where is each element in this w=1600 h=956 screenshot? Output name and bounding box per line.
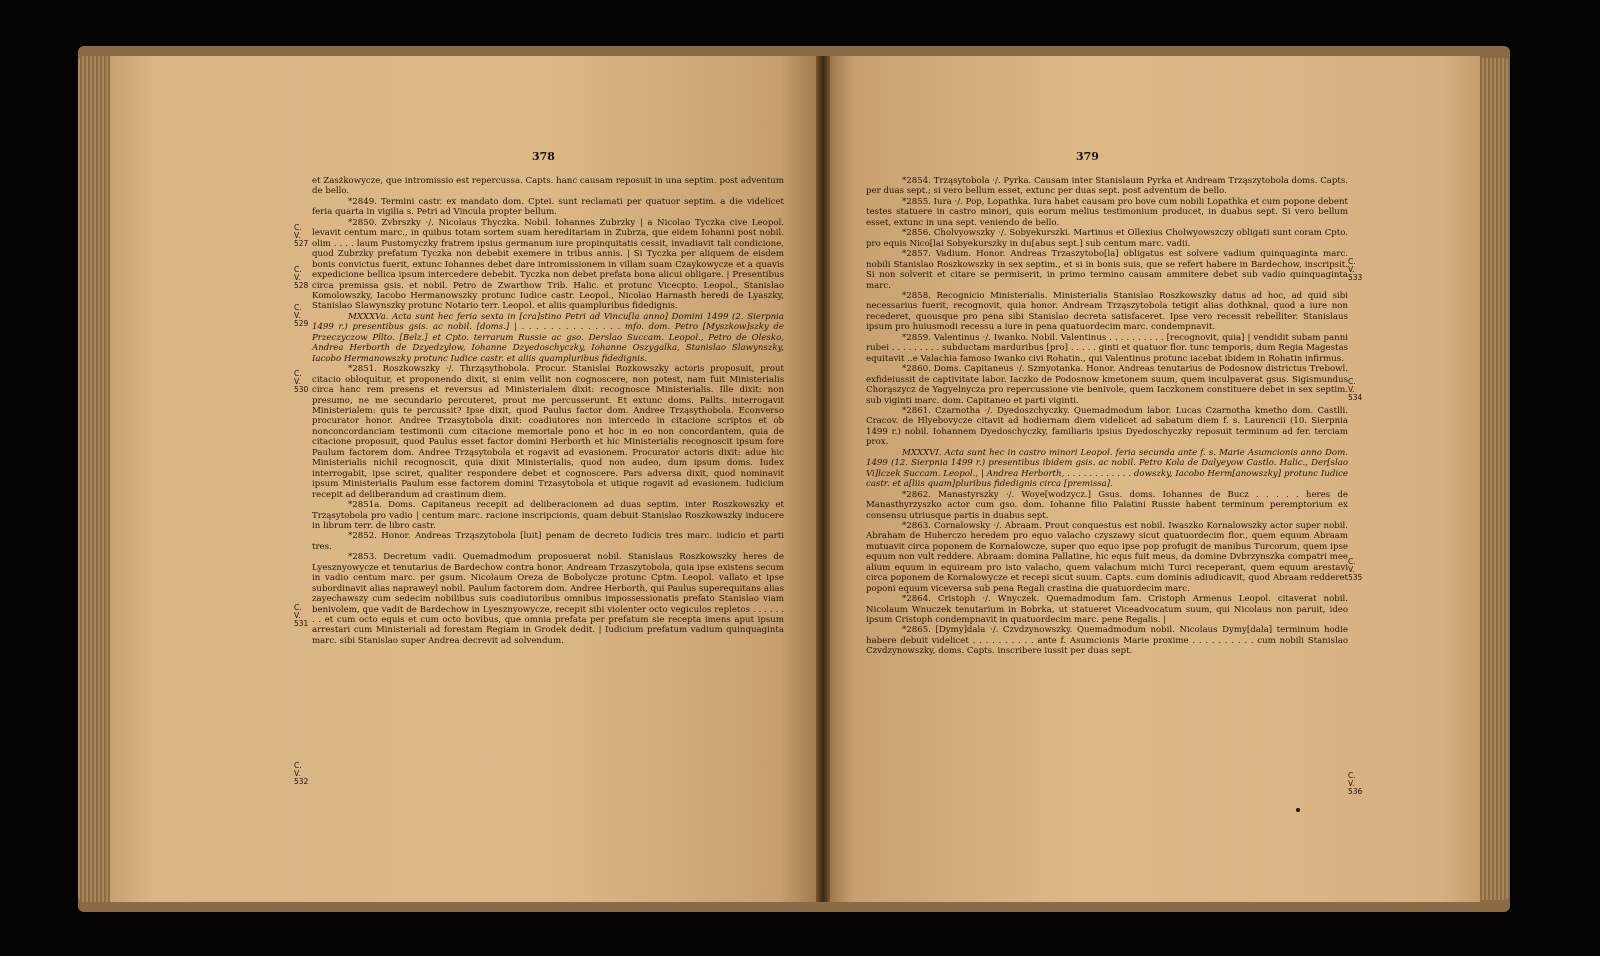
paragraph: *2862. Manastyrszky ·/. Woye[wodzycz.] Gsus. doms. Iohannes de Bucz . . . . . heres de Manasthyrzyszko actor cum gso. dom. Iohanne filio Palatini Russie habent terminum peremptorium ex consensu utriusque partis in duabus sept.	[866, 489, 1348, 521]
right-text-column	[866, 176, 1348, 657]
margin-note: C. V. 529	[294, 303, 309, 328]
left-page-number: 378	[532, 150, 555, 163]
margin-note: C. V. 535	[1348, 557, 1363, 582]
paragraph: *2856. Cholvyowszky ·/. Sobyekurszki. Martinus et Ollexius Cholwyowszczy obligati sunt coram Cpto. pro equis Nico[lai Sobyekurszky in du[abus sept.] sub centum marc. vadii.	[866, 228, 1348, 249]
margin-note: C. V. 527	[294, 223, 309, 248]
paragraph: *2849. Termini castr. ex mandato dom. Cptei. sunt reclamati per quatuor septim. a die videlicet feria quarta in vigilia s. Petri ad Vincula propter bellum.	[312, 196, 784, 218]
margin-note: C. V. 531	[294, 603, 309, 628]
ink-dot	[1296, 808, 1300, 812]
paragraph: *2861. Czarnotha ·/. Dyedoszchyczky. Quemadmodum labor. Lucas Czarnotha kmetho dom. Castlli. Cracov. de Hlyebovycze citavit ad hodiernam diem videlicet ad sabatum diem f. s. Laurencii (10. Sierpnia 1499 r.) nobil. Iohannem Dyedoschyczky, familiaris ipsius Dyedoschyczky reposuit terminum ad fer. terciam prox.	[866, 405, 1348, 448]
paragraph: *2851a. Doms. Capitaneus recepit ad deliberacionem ad duas septim. inter Roszkowszky et Trząsytobola pro vadio | centum marc. racione inscripcionis, quam debuit Stanislao Roszkowszky inducere in librum terr. de libro castr.	[312, 500, 784, 531]
margin-note: C. V. 534	[1348, 377, 1363, 402]
paragraph: *2854. Trząsytobola ·/. Pyrka. Causam inter Stanislaum Pyrka et Andream Trząszytobola doms. Capts. per duas sept.; si vero bellum esset, extunc per duas sept. post adventum de bello.	[866, 176, 1348, 197]
margin-note: C. V. 528	[294, 265, 309, 290]
paragraph: MXXXVa. Acta sunt hec feria sexta in [cra]stino Petri ad Vincu[la anno] Domini 1499 (2. Sierpnia 1499 r.) presentibus gsis. ac nobil. [doms.] | . . . . . . . . . . . . . . mfo. dom. Petro [Myszkow]szky de Przeczyczow Pllto. [Belz.] et Cpto. terrarum Russie ac gso. Derslao Succam. Leopol., Petro de Olesko, Andrea Herborth de Dzyedzylow, Iohanne Dzyedoschyczky, Iohanne Oszygalka, Stanislao Slawynszky, Iacobo Hermanowszky protunc Iudice castr. et aliis quampluribus fidedignis.	[312, 311, 784, 364]
paragraph: *2850. Zvbrszky ·/. Nicolaus Thyczka. Nobil. Iohannes Zubrzky | a Nicolao Tyczka cive Leopol. levavit centum marc., in quibus totam sortem suam hereditariam in Zubrza, que eidem Iohanni post nobil. olim . . . . laum Pustomyczky fratrem ipsius germanum iure propinquitatis cessit, invadiavit tali condicione, quod Zubrzky prefatum Tyczka non debebit exemere in tribus annis. | Si Tyczka per aliquem de eisdem bonis convictus fuerit, extunc Iohannes debet dare intromissionem in villam suam Czaykowycze et a quavis expedicione bellica ipsum intercedere debebit. Tyczka non debet prefata bona alicui obligare. | Presentibus circa premissa gsis. et nobil. Petro de Zwarthow Trib. Halic. et protunc Vicecpto. Leopol., Stanislao Komolowszky, Iacobo Hermanowszky protunc Iudice castr. Leopol., Nicolao Harnasth heredi de Lyaszky, Stanislao Slawynszky protunc Notario terr. Leopol. et aliis quampluribus fidedignis.	[312, 217, 784, 312]
paragraph: *2860. Doms. Capitaneus ·/. Szmyotanka. Honor. Andreas tenutarius de Podosnow districtus Trebowl. exfideiussit de captivitate labor. Iaczko de Podosnow kmetonem suum, quem inculpaverat gsus. Sigismundus Chorąszycz de Yagyelnycza pro repercussione vie benivole, quem Iaczkonem constituere debet in sex septim. sub viginti marc. dom. Capitaneo et parti viginti.	[866, 364, 1348, 406]
paragraph: *2863. Cornalowsky ·/. Abraam. Prout conquestus est nobil. Iwaszko Kornalowszky actor super nobil. Abraham de Huherczo heredem pro equo valacho czyszawy sicut quatuordecim flor., quem equum Abraam mutuavit circa poponem de Kornalowcze, super quo equo ipse pop profugit de manibus Turcorum, quem ipse equum non vult reddere. Abraam: domina Pallatine, hic equs fuit meus, da domine Dvbrzynszka compatri mee alium equum in equiream pro isto valacho, quem valachum michi Turci receperant, quem equum arestavi circa poponem de Kornalowycze et recepi sicut suum. Capts. cum dominis adiudicavit, quod Abraam redderet poponi equum viceversa sub pena Regali crastina die quatuordecim marc.	[866, 520, 1348, 594]
paragraph: *2858. Recognicio Ministerialis. Ministerialis Stanislao Roszkowszky datus ad hoc, ad quid sibi necessarius fuerit, recognovit, quia honor. Andream Trząszytobola tetigit alias dothknal, quod a iure non recederet, quousque pro pena sibi Stanislao decreta satisfaceret. Ipse vero recessit rebelliter. Stanislaus ipsum pro huiusmodi recessu a iure in pena quatuordecim marc. condempnavit.	[866, 290, 1348, 333]
paragraph: et Zasżkowycze, que intromissio est repercussa. Capts. hanc causam reposuit in una septim. post adventum de bello.	[312, 176, 784, 197]
paragraph: MXXXVI. Acta sunt hec in castro minori Leopol. feria secunda ante f. s. Marie Asumcionis anno Dom. 1499 (12. Sierpnia 1499 r.) presentibus ibidem gsis. ac nobil. Petro Kola de Dalyeyow Castlo. Halic., Der[slao Vi]lczek Succam. Leopol., | Andrea Herborth, . . . . . . . . . . . . dowszky, Iacobo Herm[anowszky] protunc Iudice castr. et a[liis quam]pluribus fidedignis circa [premissa].	[866, 447, 1348, 490]
margin-note: C. V. 532	[294, 761, 309, 786]
right-page-number: 379	[1076, 150, 1099, 163]
left-text-column	[312, 176, 784, 646]
paragraph: *2857. Vadium. Honor. Andreas Trzaszytobo[la] obligatus est solvere vadium quinquaginta marc. nobili Stanislao Roszkowszky in sex septim., et si in bonis suis, que se refert habere in Bardechow, inscripsit. Si non solverit et citare se permiserit, in primo termino causam ammitere debet sub vadio quinquaginta marc.	[866, 249, 1348, 291]
page-edges-right	[1478, 58, 1510, 900]
book-gutter	[816, 56, 830, 902]
paragraph: *2853. Decretum vadii. Quemadmodum proposuerat nobil. Stanislaus Roszkowszky heres de Lyesznyowycze et tenutarius de Bardechow contra honor. Andream Trzaszytobola, quia ipse existens secum in vadio centum marc. per gsum. Nicolaum Oreza de Bobolycze protunc Cptm. Leopol. vallato et ipse subordinavit alias napraweyl nobil. Paulum factorem dom. Andree Herborth, qui Paulus superequitans alias zayechawszy cum sedecim nobilibus suis coadiutoribus omnibus impossessionatis prefato Stanislao viam benivolem, que vadit de Bardechow in Lyesznyowycze, recepit sibi violenter octo vegiculos repletos . . . . . . . . et cum octo equis et cum octo bovibus, que omnia prefata per prefatum sie recepta imens aput ipsum arrestari cum Ministeriali ad forestam Regiam in Grodek dedit. | Iudicium prefatum vadium quinquaginta marc. sibi Stanislao super Andrea decrevit ad solvendum.	[312, 552, 784, 646]
margin-note: C. V. 536	[1348, 771, 1363, 796]
paragraph: *2855. Iura ·/. Pop, Lopathka. Iura habet causam pro bove cum nobili Lopathka et cum popone debent testes statuere in castro minori, quis eorum melius testimonium producet, in duabus sept. Si vero bellum esset, extunc in una sept. veniendo de bello.	[866, 196, 1348, 228]
margin-note: C. V. 533	[1348, 257, 1363, 282]
paragraph: *2851. Roszkowszky ·/. Thrząsythobola. Procur. Stanislai Rozkowszky actoris proposuit, prout citacio obloquitur, et proponendo dixit, si enim vellit non cognoscere, non potest, nam fuit Ministerialis circa hanc rem presens et reversus ad Ministerialem dixit: recognosce Ministerialis. Ille dixit: non presumo, ne me secundario percuteret, prout me percusserunt. Et extunc doms. Pallts. interrogavit Ministerialem: quis te percussit? Ipse dixit, quod Paulus factor dom. Andree Trząsythobola. Econverso procurator honor. Andree Trzasytobola dixit: coadiutores non intercedo in citacione scriptos et ob nonconcordanciam testimonii cum citacione memoriale pono et hoc in eo non concordantem, quia de citacione proposuit, quod Paulus esset factor domini Herborth et hic Ministerialis recognoscit ipsum fore Paulum factorem dom. Andree Trząsytobola et rogavit ad evasionem. Procurator actoris dixit: adue hic Ministerialis nichil recognoscit, quia dixit Ministerialis, quod non audeo, dum ipsum doms. Iudex interrogabit, ipse sciret, qualiter respondere debet et cognoscere. Pars adversa dixit, quod nominavit ipsum Ministerialis Paulum esse factorem domini Trzasytobola et utique rogavit ad evasionem. Iudicium recepit ad deliberandum ad crastinum diem.	[312, 364, 784, 500]
paragraph: *2859. Valentinus ·/. Iwanko. Nobil. Valentinus . . . . . . . . . . [recognovit, quia] | vendidit subam panni rubei . . . . . . . . . subductam marduribus [pro] . . . . . ginti et quatuor flor. tunc temporis, dum Regia Magestas equitavit ..e Valachia famoso Iwanko civi Rohatin., qui Valentinus protunc iacebat ibidem in Rohatin infirmus.	[866, 332, 1348, 364]
margin-note: C. V. 530	[294, 369, 309, 394]
page-edges-left	[78, 56, 112, 902]
paragraph: *2864. Cristoph ·/. Wnyczek. Quemadmodum fam. Cristoph Armenus Leopol. citaverat nobil. Nicolaum Wnuczek tenutarium in Bobrka, ut statueret Viceadvocatum suum, qui Nicolaus non paruit, ideo ipsum Cristoph condempnavit in quatuordecim marc. pene Regalis. |	[866, 594, 1348, 626]
paragraph: *2865. [Dymy]dala ·/. Czvdzynowszky. Quemadmodum nobil. Nicolaus Dymy[dala] terminum hodie habere debuit videlicet . . . . . . . . . . ante f. Asumcionis Marie proxime . . . . . . . . . . cum nobili Stanislao Czvdzynowszky, doms. Capts. inscribere iussit per duas sept.	[866, 625, 1348, 657]
paragraph: *2852. Honor. Andreas Trząszytobola [luit] penam de decreto Iudicis tres marc. iudicio et parti tres.	[312, 531, 784, 552]
